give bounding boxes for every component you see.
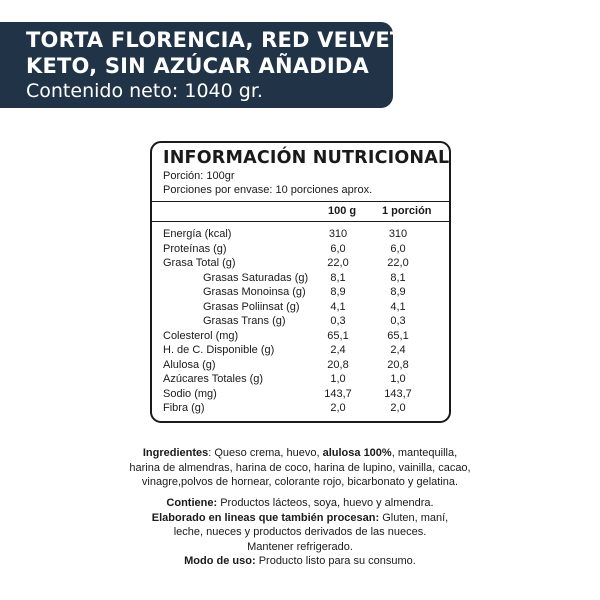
storage-instructions: Mantener refrigerado. (247, 540, 353, 553)
nutrition-row (152, 388, 449, 402)
nutrition-facts-panel (150, 141, 451, 423)
ingredients-text-a: : Queso crema, huevo, (208, 447, 323, 459)
ingredients-line-3: vinagre,polvos de hornear, colorante rojo, bicarbonato y gelatina. (141, 476, 459, 488)
ingredients-highlight: alulosa 100% (322, 447, 392, 459)
nutrition-row (152, 272, 449, 286)
elaborated-text: Gluten, maní, (379, 511, 449, 524)
value-per-portion: 22,0 (387, 257, 409, 269)
value-per-portion: 1,0 (390, 373, 406, 385)
portion-size: Porción: 100gr (163, 170, 235, 182)
nutrition-row (152, 301, 449, 315)
contains-line (80, 496, 520, 511)
nutrition-row (152, 402, 449, 416)
value-per-portion: 65,1 (387, 329, 409, 342)
nutrition-row (152, 359, 449, 373)
column-header-portion: 1 porción (382, 205, 432, 217)
nutrition-row (152, 286, 449, 300)
value-per-100g: 4,1 (330, 300, 346, 313)
product-title-line-1: TORTA FLORENCIA, RED VELVET, (26, 28, 410, 52)
value-per-100g: 143,7 (324, 387, 352, 400)
nutrient-label: Grasas Poliinsat (g) (203, 300, 300, 313)
value-per-portion: 0,3 (390, 315, 406, 327)
nutrition-row (152, 228, 449, 242)
ingredients-label: Ingredientes (142, 447, 209, 459)
nutrient-label: Grasas Saturadas (g) (203, 271, 309, 284)
value-per-portion: 6,0 (390, 242, 406, 255)
divider-top (152, 201, 449, 202)
nutrition-title: INFORMACIÓN NUTRICIONAL (163, 148, 450, 168)
allergen-block (80, 496, 520, 569)
value-per-portion: 310 (388, 228, 408, 240)
value-per-100g: 0,3 (330, 315, 346, 327)
ingredients-block (80, 446, 520, 490)
value-per-100g: 8,1 (330, 271, 346, 284)
nutrient-label: Proteínas (g) (163, 242, 227, 255)
nutrient-label: Grasa Total (g) (163, 257, 236, 269)
value-per-portion: 2,0 (390, 402, 406, 414)
ingredients-line-2: harina de almendras, harina de coco, harina de lupino, vainilla, cacao, (129, 461, 471, 474)
value-per-100g: 8,9 (330, 286, 346, 298)
usage-text: Producto listo para su consumo. (255, 555, 416, 567)
value-per-portion: 143,7 (384, 387, 412, 400)
servings-per-container: Porciones por envase: 10 porciones aprox. (163, 184, 373, 196)
value-per-100g: 1,0 (330, 373, 346, 385)
net-content: Contenido neto: 1040 gr. (26, 80, 263, 102)
elaborated-label: Elaborado en lineas que también procesan: (151, 511, 380, 524)
product-header (0, 22, 410, 108)
nutrition-row (152, 243, 449, 257)
product-title-line-2: KETO, SIN AZÚCAR AÑADIDA (26, 54, 369, 78)
elaborated-line-1 (80, 511, 520, 526)
ingredients-line-1 (80, 446, 520, 461)
nutrient-label: Fibra (g) (163, 402, 205, 414)
nutrition-row (152, 315, 449, 329)
value-per-portion: 20,8 (387, 358, 409, 371)
value-per-100g: 310 (328, 228, 348, 240)
ingredients-text-b: , mantequilla, (391, 447, 458, 459)
value-per-100g: 20,8 (327, 358, 349, 371)
value-per-100g: 22,0 (327, 257, 349, 269)
contains-text: Productos lácteos, soya, huevo y almendra. (217, 497, 434, 509)
nutrition-row (152, 330, 449, 344)
nutrient-label: Sodio (mg) (163, 387, 217, 400)
elaborated-line-2: leche, nueces y productos derivados de las nueces. (173, 526, 427, 538)
usage-label: Modo de uso: (184, 555, 256, 567)
nutrient-label: Colesterol (mg) (163, 329, 239, 342)
value-per-portion: 8,9 (390, 286, 406, 298)
nutrient-label: H. de C. Disponible (g) (163, 344, 275, 356)
contains-label: Contiene: (166, 497, 218, 509)
value-per-portion: 2,4 (390, 344, 406, 356)
nutrient-label: Grasas Trans (g) (203, 315, 286, 327)
value-per-100g: 2,0 (330, 402, 346, 414)
value-per-portion: 4,1 (390, 300, 406, 313)
column-header-100g: 100 g (328, 205, 357, 217)
divider-header (152, 221, 449, 222)
value-per-100g: 6,0 (330, 242, 346, 255)
value-per-100g: 2,4 (330, 344, 346, 356)
nutrient-label: Grasas Monoinsa (g) (203, 286, 306, 298)
usage-line (80, 554, 520, 569)
nutrition-row (152, 344, 449, 358)
nutrient-label: Alulosa (g) (163, 358, 216, 371)
value-per-portion: 8,1 (390, 271, 406, 284)
nutrient-label: Azúcares Totales (g) (163, 373, 264, 385)
nutrition-row (152, 373, 449, 387)
value-per-100g: 65,1 (327, 329, 349, 342)
nutrition-row (152, 257, 449, 271)
nutrient-label: Energía (kcal) (163, 228, 232, 240)
